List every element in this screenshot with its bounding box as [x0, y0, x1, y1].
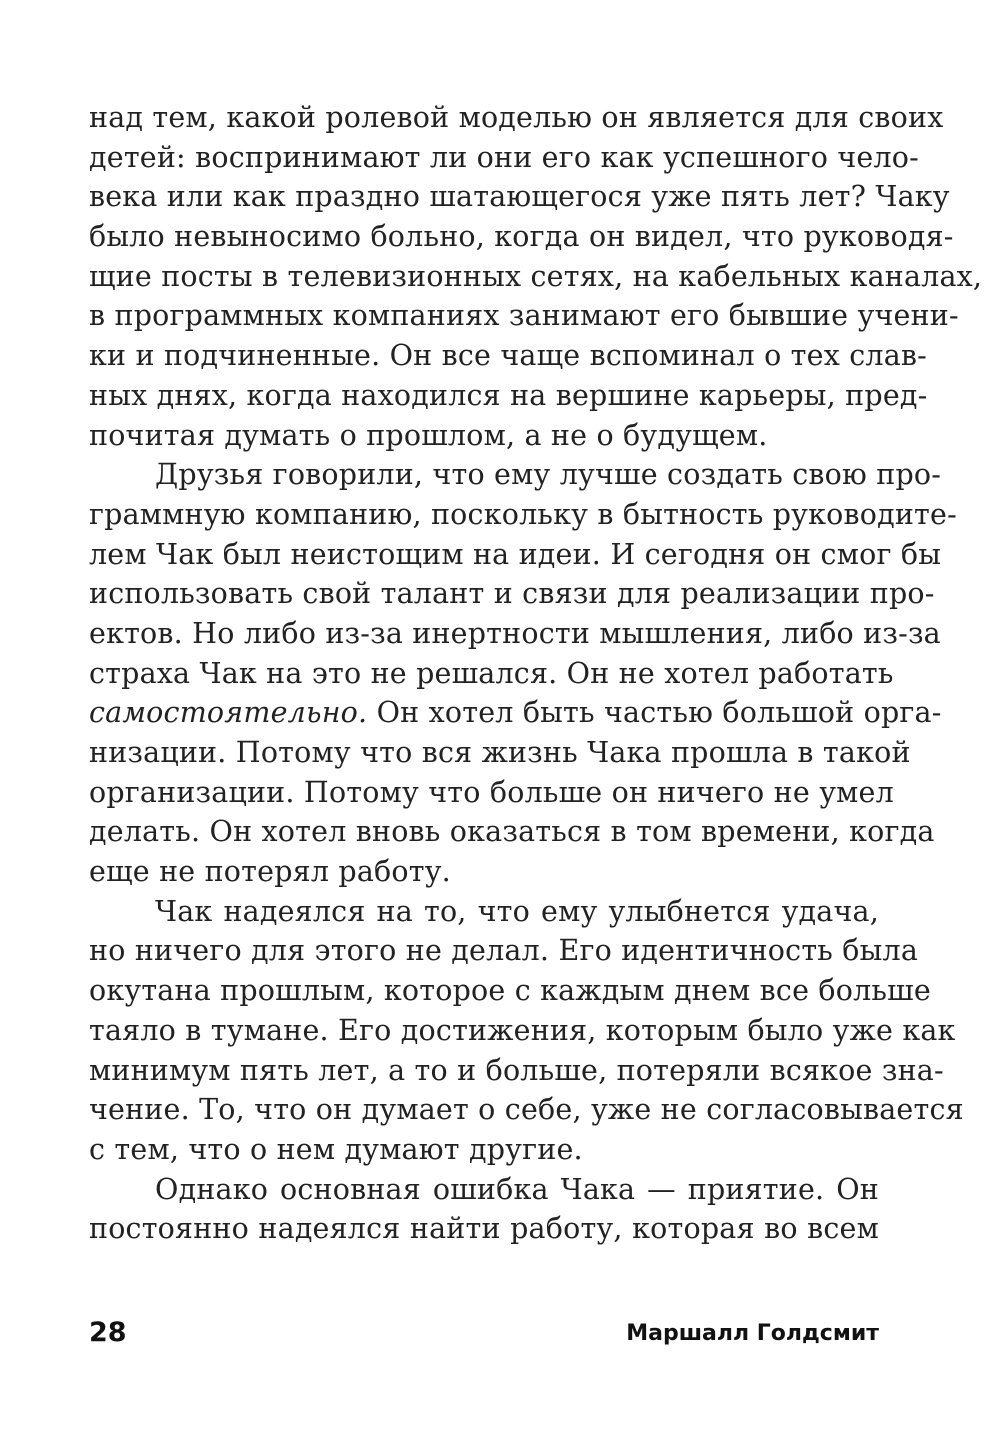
emphasized-word: самостоятельно. — [89, 696, 368, 730]
text-line: над тем, какой ролевой моделью он является для своих — [89, 101, 944, 134]
text-line: организации. Потому что больше он ничего не умел — [89, 775, 894, 809]
text-line: таяло в тумане. Его достижения, которым было уже как — [89, 1013, 956, 1047]
text-line: граммную компанию, поскольку в бытность руководите- — [89, 497, 957, 531]
text-line: но ничего для этого не делал. Его идентичность была — [89, 934, 919, 968]
page-body-text — [89, 98, 983, 1249]
paragraph-first-line: Друзья говорили, что ему лучше создать свою про- — [155, 458, 942, 492]
text-line: минимум пять лет, а то и больше, потеряли всякое зна- — [89, 1053, 944, 1087]
text-line: щие посты в телевизионных сетях, на кабельных каналах, — [89, 259, 983, 293]
page-footer — [89, 1317, 879, 1357]
text-line: детей: воспринимают ли они его как успешного чело- — [89, 140, 919, 174]
text-line: почитая думать о прошлом, а не о будущем. — [89, 418, 768, 452]
text-line: с тем, что о нем думают другие. — [89, 1132, 583, 1166]
paragraph-first-line: Однако основная ошибка Чака — приятие. Он — [155, 1172, 879, 1206]
text-line-with-emphasis — [89, 693, 942, 733]
text-line: ки и подчиненные. Он все чаще вспоминал о тех слав- — [89, 339, 927, 373]
page-number: 28 — [89, 1317, 127, 1348]
text-line: использовать свой талант и связи для реализации про- — [89, 577, 935, 611]
text-line: ных днях, когда находился на вершине карьеры, пред- — [89, 378, 928, 412]
text-line: низации. Потому что вся жизнь Чака прошла в такой — [89, 736, 911, 769]
text-line: постоянно надеялся найти работу, которая во всем — [89, 1212, 879, 1246]
text-line: еще не потерял работу. — [89, 855, 451, 889]
text-line: ектов. Но либо из-за инертности мышления, либо из-за — [89, 616, 941, 650]
text-line: окутана прошлым, которое с каждым днем все больше — [89, 974, 931, 1008]
text-line: лем Чак был неистощим на идеи. И сегодня он смог бы — [89, 537, 942, 571]
text-line: было невыносимо больно, когда он видел, что руководя- — [89, 220, 954, 254]
text-line: в программных компаниях занимают его бывшие учени- — [89, 299, 959, 333]
text-line: века или как праздно шатающегося уже пять лет? Чаку — [89, 180, 950, 214]
text-line: страха Чак на это не решался. Он не хотел работать — [89, 656, 894, 690]
text-line: чение. То, что он думает о себе, уже не согласовывается — [89, 1093, 964, 1127]
paragraph-first-line: Чак надеялся на то, что ему улыбнется удача, — [155, 894, 879, 928]
text-segment: Он хотел быть частью большой орга- — [367, 696, 942, 730]
text-line: делать. Он хотел вновь оказаться в том времени, когда — [89, 815, 935, 849]
running-footer-author: Маршалл Голдсмит — [626, 1321, 879, 1346]
